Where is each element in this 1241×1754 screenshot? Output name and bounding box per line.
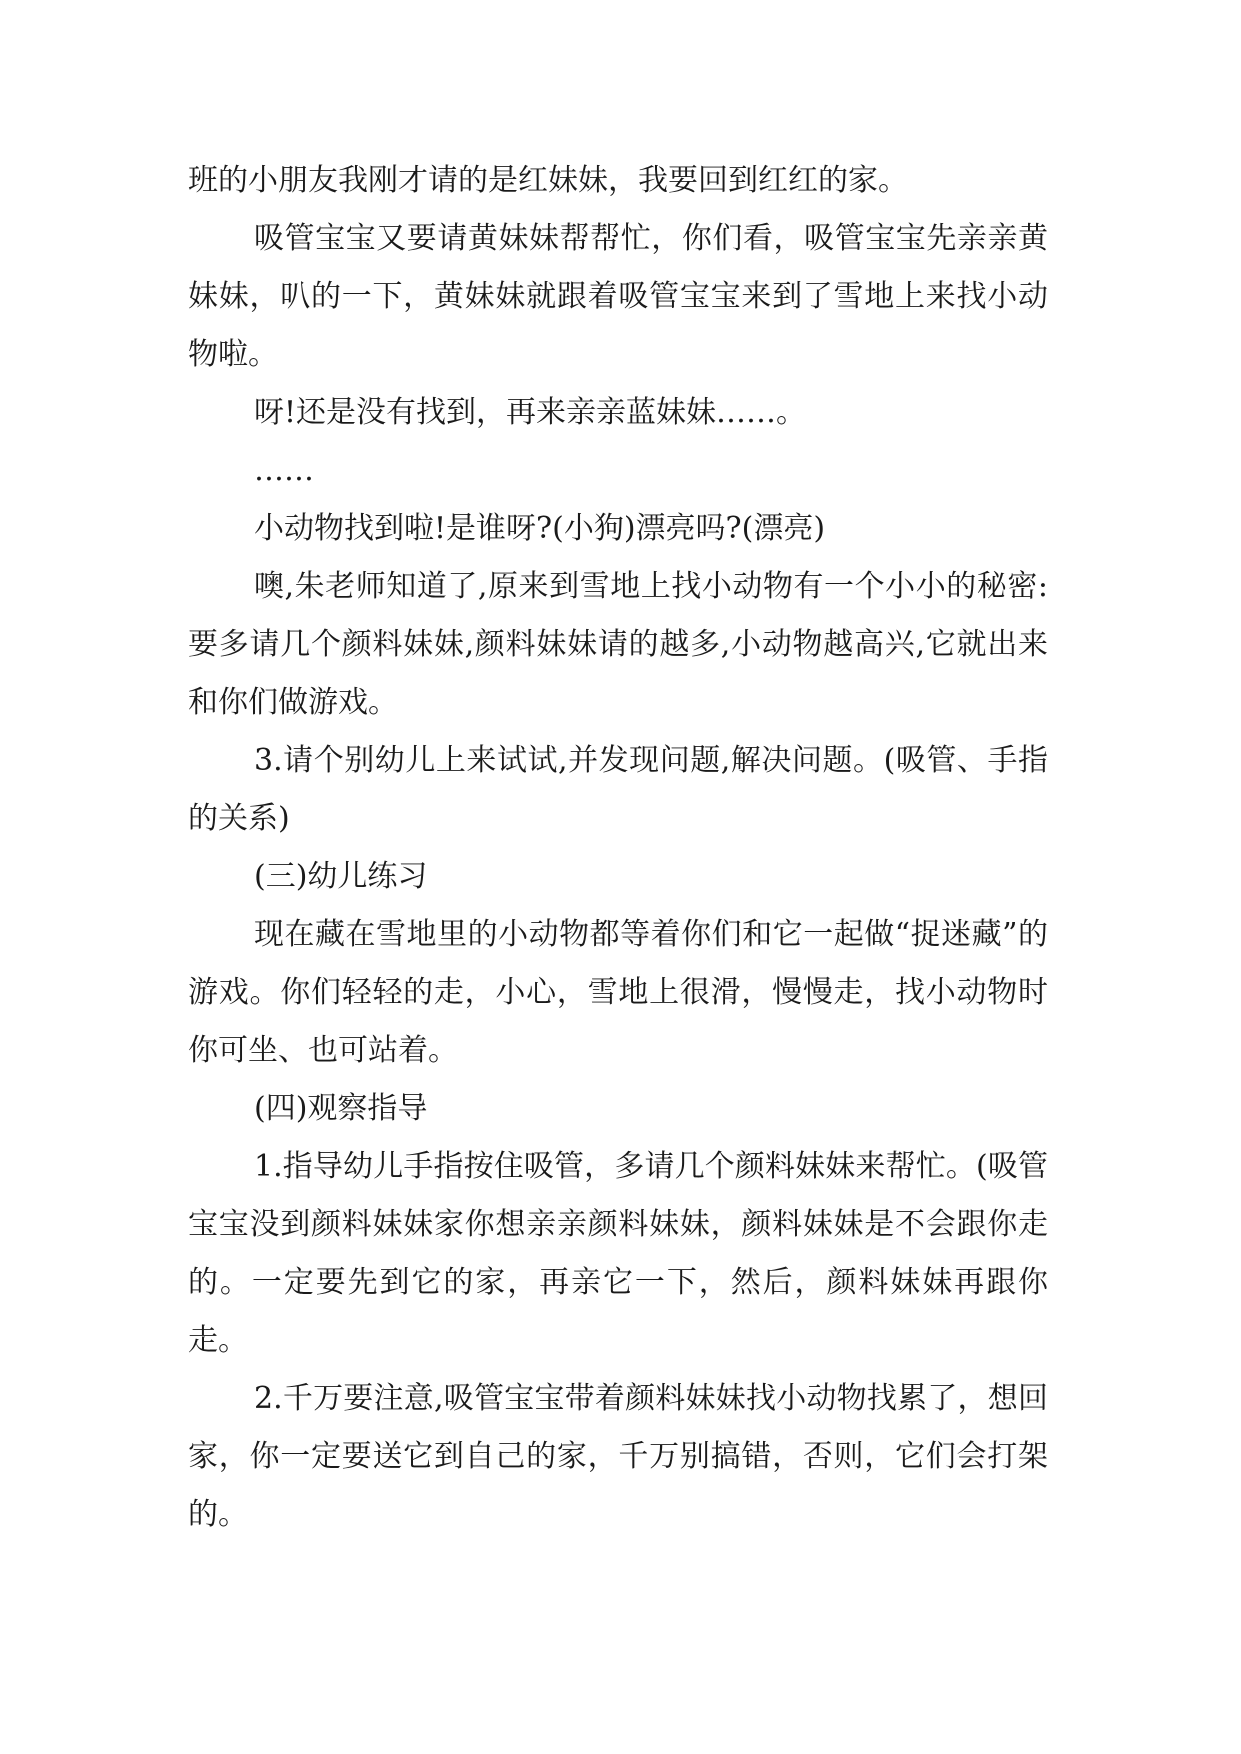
paragraph-guidance-2: 2.千万要注意,吸管宝宝带着颜料妹妹找小动物找累了，想回家，你一定要送它到自己的家，千万别搞错，否则，它们会打架的。 [188,1381,1048,1532]
paragraph-step-3: 3.请个别幼儿上来试试,并发现问题,解决问题。(吸管、手指的关系) [188,743,1048,836]
section-heading-guidance: (四)观察指导 [254,1091,428,1126]
paragraph-guidance-1: 1.指导幼儿手指按住吸管，多请几个颜料妹妹来帮忙。(吸管宝宝没到颜料妹妹家你想亲亲颜料妹妹，颜料妹妹是不会跟你走的。一定要先到它的家，再亲它一下，然后，颜料妹妹再跟你走。 [188,1149,1048,1358]
paragraph-secret: 噢,朱老师知道了,原来到雪地上找小动物有一个小小的秘密:要多请几个颜料妹妹,颜料妹妹请的越多,小动物越高兴,它就出来和你们做游戏。 [188,569,1048,720]
paragraph-found-animal: 小动物找到啦!是谁呀?(小狗)漂亮吗?(漂亮) [254,511,826,546]
section-heading-practice: (三)幼儿练习 [254,859,428,894]
paragraph-hide-and-seek: 现在藏在雪地里的小动物都等着你们和它一起做“捉迷藏”的游戏。你们轻轻的走，小心，雪地上很滑，慢慢走，找小动物时你可坐、也可站着。 [188,917,1048,1068]
paragraph-ellipsis: …… [254,453,314,488]
paragraph-continuation: 班的小朋友我刚才请的是红妹妹，我要回到红红的家。 [188,163,908,198]
document-body [188,152,1048,1544]
paragraph-blue-sister: 呀!还是没有找到，再来亲亲蓝妹妹……。 [254,395,807,430]
paragraph-yellow-sister: 吸管宝宝又要请黄妹妹帮帮忙，你们看，吸管宝宝先亲亲黄妹妹，叭的一下，黄妹妹就跟着吸管宝宝来到了雪地上来找小动物啦。 [188,221,1048,372]
